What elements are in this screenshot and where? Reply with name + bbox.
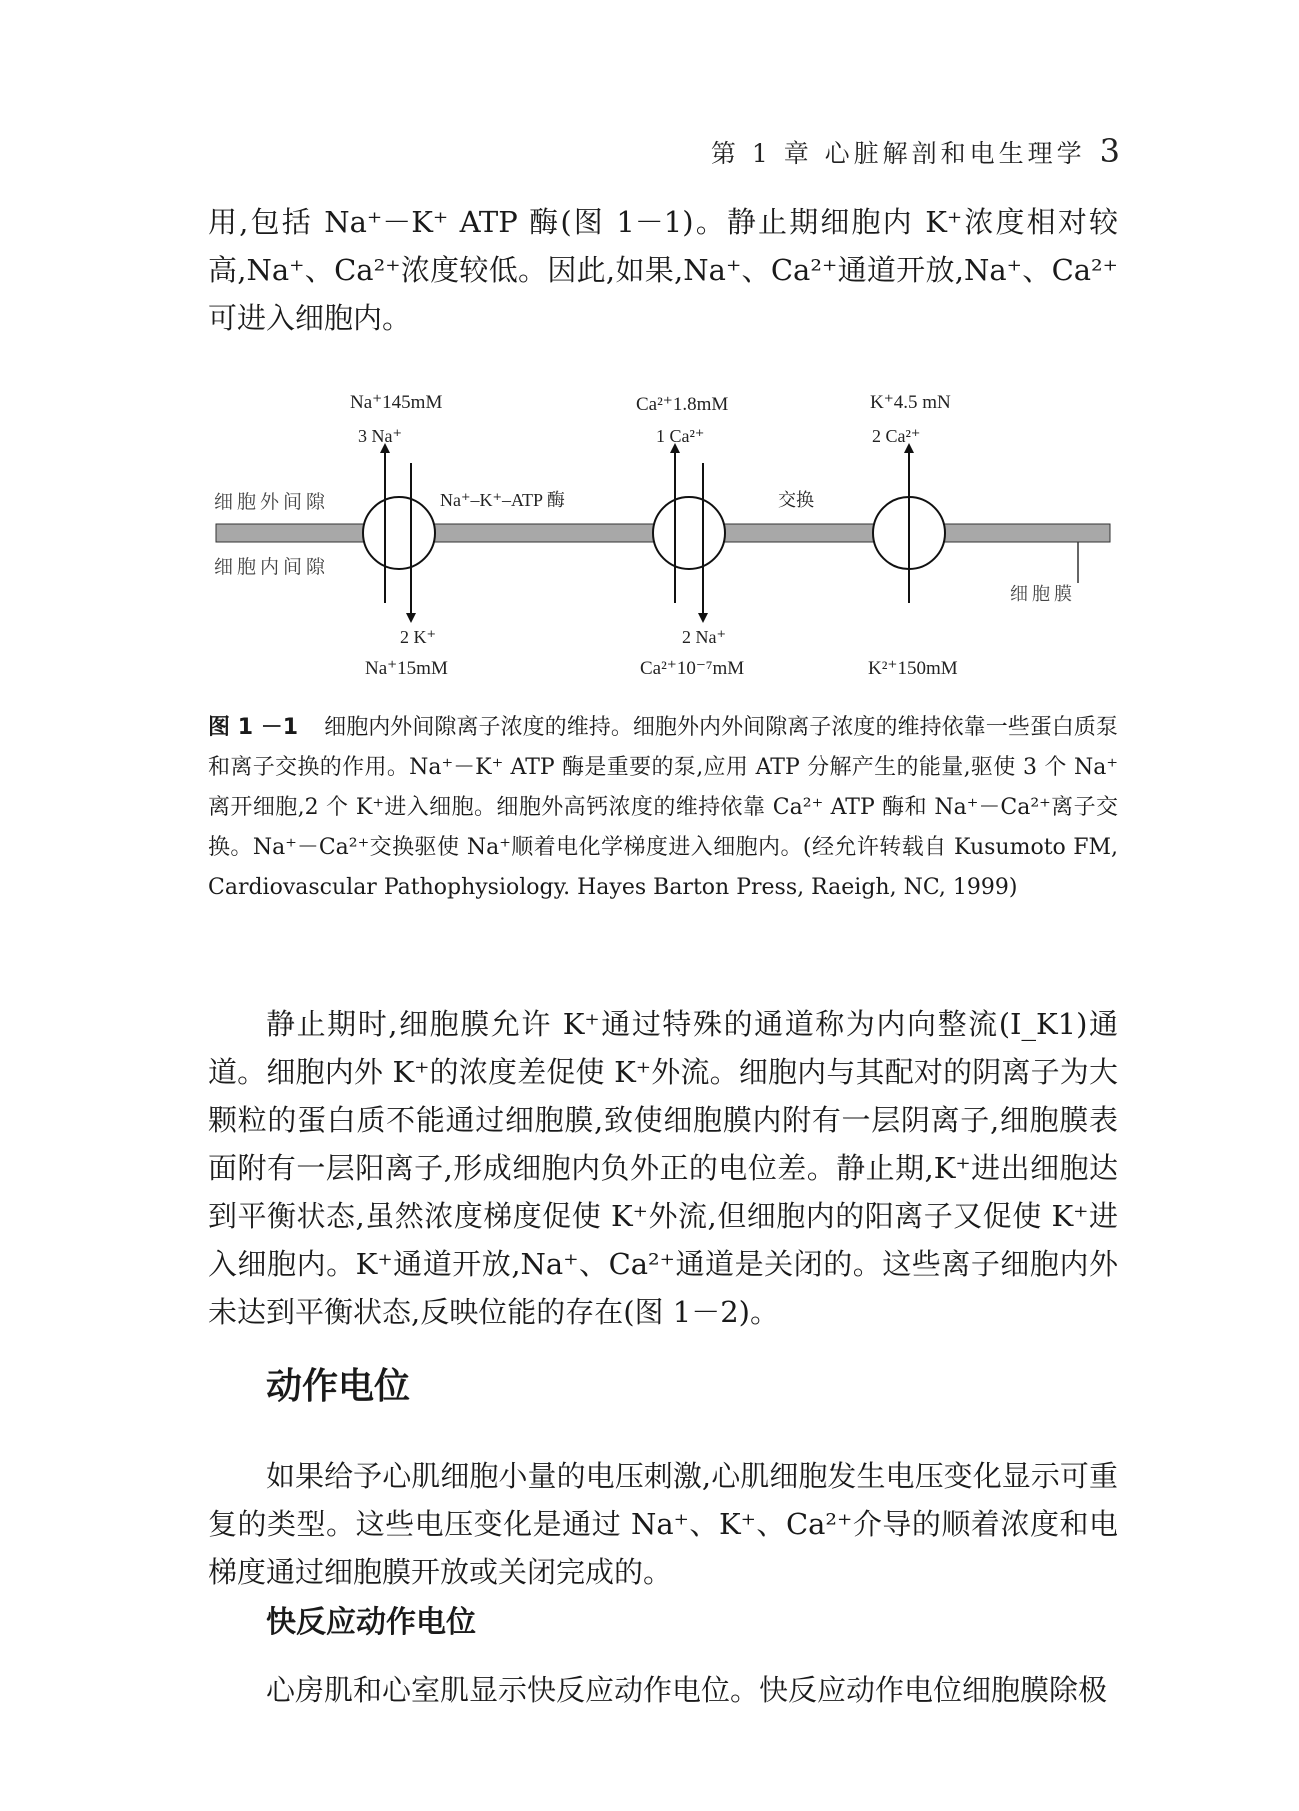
figure-ion-pumps — [200, 378, 1120, 688]
pump-2-top-flux: 1 Ca²⁺ — [656, 426, 705, 446]
page-number: 3 — [1099, 132, 1120, 170]
figure-caption — [208, 708, 1118, 908]
pump-2 — [653, 448, 725, 618]
section-heading: 动作电位 — [266, 1366, 411, 1407]
pump-1-top-flux: 3 Na⁺ — [358, 426, 402, 446]
membrane-label: 细胞膜 — [1010, 584, 1076, 605]
pump-1-circle — [363, 497, 435, 569]
paragraph-resting: 静止期时,细胞膜允许 K⁺通过特殊的通道称为内向整流(I_K1)通道。细胞内外 K⁺的浓度差促使 K⁺外流。细胞内与其配对的阴离子为大颗粒的蛋白质不能通过细胞膜,致使细胞膜内附有一层阴离子,细胞膜表面附有一层阳离子,形成细胞内负外正的电位差。静止期,K⁺进出细胞达到平衡状态,虽然浓度梯度促使 K⁺外流,但细胞内的阳离子又促使 K⁺进入细胞内。K⁺通道开放,Na⁺、Ca²⁺通道是关闭的。这些离子细胞内外未达到平衡状态,反映位能的存在(图 1－2)。 — [208, 1007, 1118, 1329]
pump-1 — [363, 448, 435, 618]
intracellular-label: 细胞内间隙 — [214, 556, 330, 578]
pump-3-top-concentration: K⁺4.5 mN — [870, 392, 951, 413]
extracellular-label: 细胞外间隙 — [214, 491, 330, 513]
ion-pump-diagram — [200, 378, 1120, 688]
chapter-title: 第 1 章 心脏解剖和电生理学 — [710, 139, 1086, 168]
pump-2-circle — [653, 497, 725, 569]
pump-1-bottom-flux: 2 K⁺ — [400, 627, 436, 647]
pump-1-label: Na⁺–K⁺–ATP 酶 — [440, 490, 565, 510]
pump-3 — [873, 448, 945, 603]
paragraph-action-potential: 如果给予心肌细胞小量的电压刺激,心肌细胞发生电压变化显示可重复的类型。这些电压变化是通过 Na⁺、K⁺、Ca²⁺介导的顺着浓度和电梯度通过细胞膜开放或关闭完成的。 — [208, 1459, 1118, 1589]
pump-3-top-flux: 2 Ca²⁺ — [872, 426, 921, 446]
running-head — [200, 132, 1120, 170]
pump-2-bottom-concentration: Ca²⁺10⁻⁷mM — [640, 658, 745, 679]
pump-1-top-concentration: Na⁺145mM — [350, 392, 443, 413]
caption-text: 细胞内外间隙离子浓度的维持。细胞外内外间隙离子浓度的维持依靠一些蛋白质泵和离子交换的作用。Na⁺－K⁺ ATP 酶是重要的泵,应用 ATP 分解产生的能量,驱使 3 个 Na⁺离开细胞,2 个 K⁺进入细胞。细胞外高钙浓度的维持依靠 Ca²⁺ ATP 酶和 Na⁺－Ca²⁺离子交换。Na⁺－Ca²⁺交换驱使 Na⁺顺着电化学梯度进入细胞内。(经允许转载自 Kusumoto FM, Cardiovascular Pathophysiology. Hayes Barton Press, Raeigh, NC, 1999) — [208, 715, 1118, 900]
pump-3-bottom-concentration: K²⁺150mM — [868, 658, 958, 679]
paragraph-intro: 用,包括 Na⁺－K⁺ ATP 酶(图 1－1)。静止期细胞内 K⁺浓度相对较高,Na⁺、Ca²⁺浓度较低。因此,如果,Na⁺、Ca²⁺通道开放,Na⁺、Ca²⁺可进入细胞内。 — [208, 205, 1118, 335]
caption-label: 图 1 －1 — [208, 715, 299, 740]
paragraph-fast-response: 心房肌和心室肌显示快反应动作电位。快反应动作电位细胞膜除极 — [266, 1673, 1108, 1707]
subsection-heading: 快反应动作电位 — [266, 1605, 476, 1640]
pump-2-top-concentration: Ca²⁺1.8mM — [636, 394, 729, 415]
pump-1-bottom-concentration: Na⁺15mM — [365, 658, 448, 679]
pump-2-bottom-flux: 2 Na⁺ — [682, 627, 726, 647]
pump-2-label: 交换 — [778, 490, 814, 510]
